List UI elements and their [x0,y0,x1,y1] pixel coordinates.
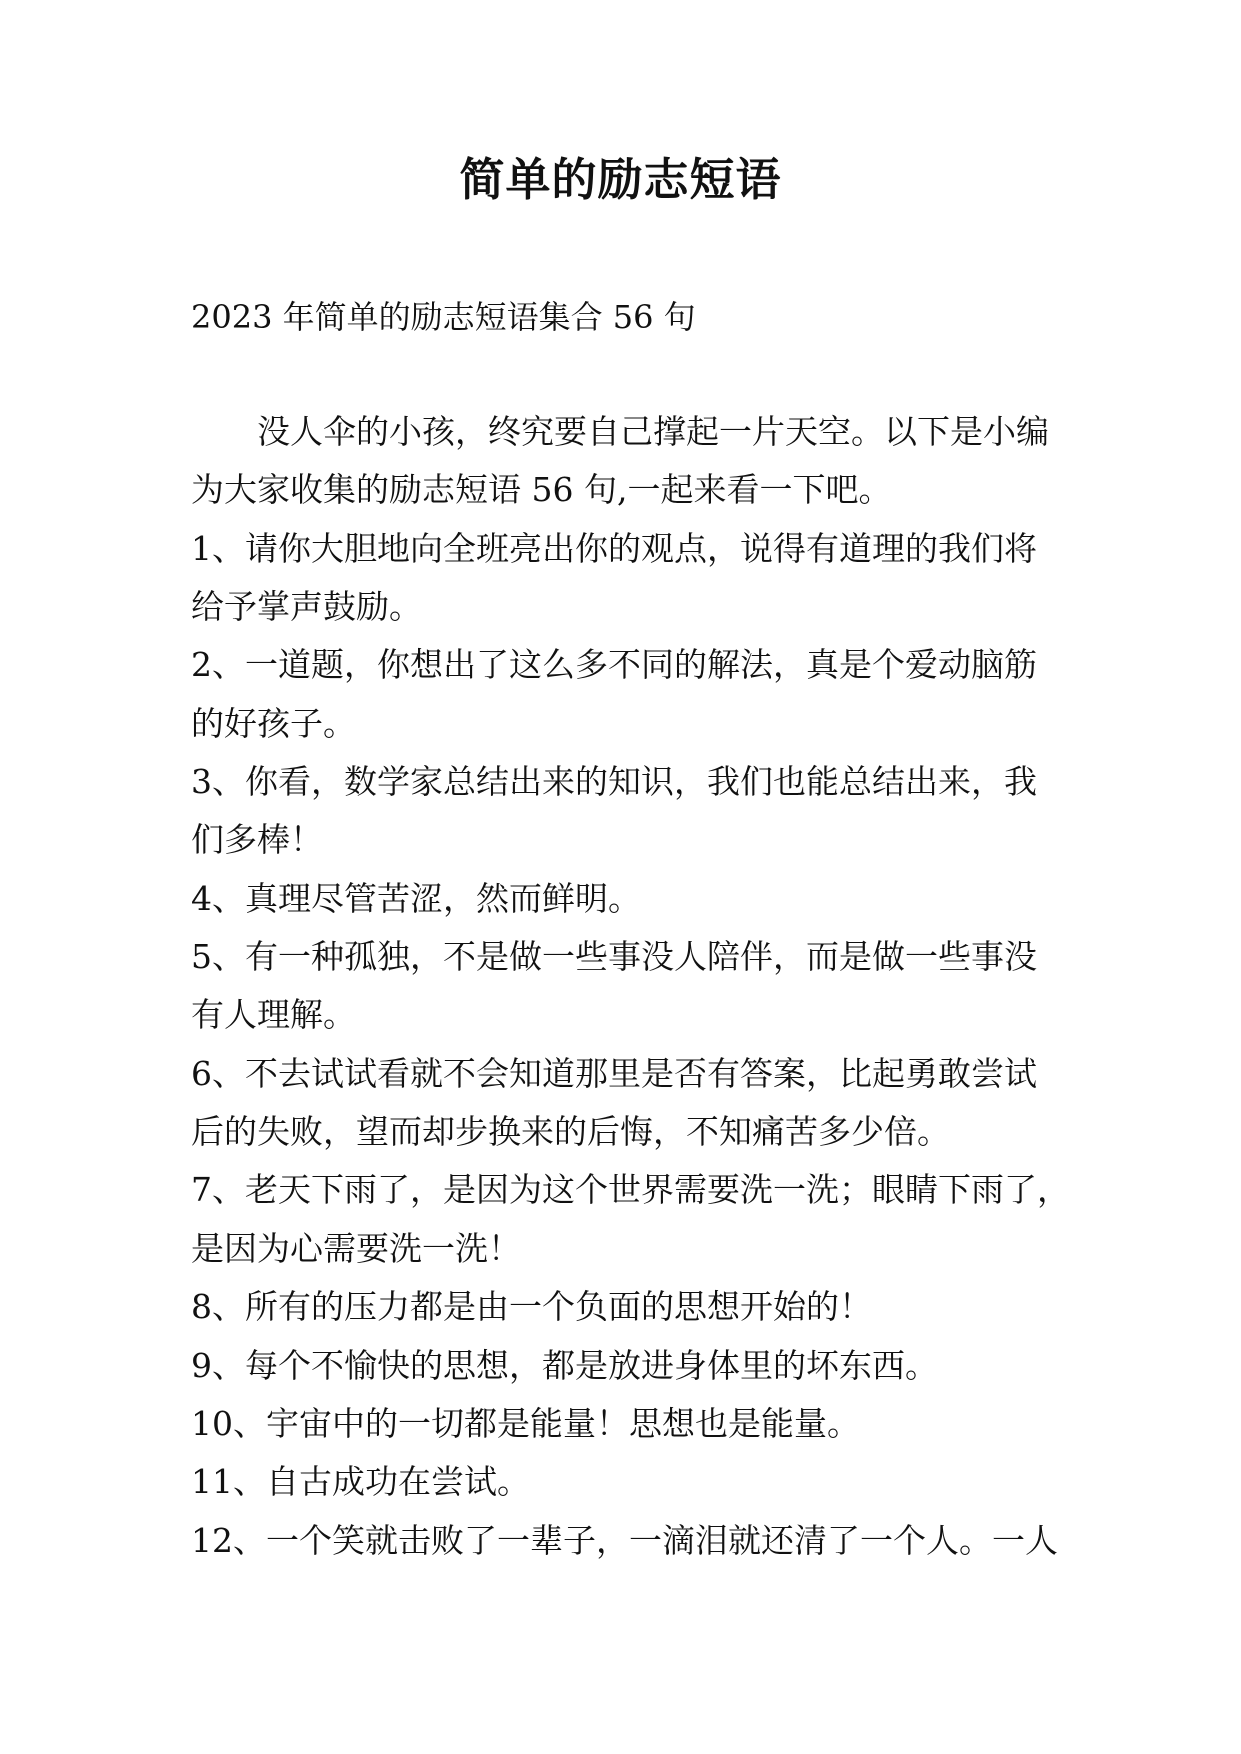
list-item-line: 3、你看，数学家总结出来的知识，我们也能总结出来，我 [191,762,1037,802]
intro-line: 没人伞的小孩，终究要自己撑起一片天空。以下是小编 [257,412,1049,451]
list-item-line: 8、所有的压力都是由一个负面的思想开始的！ [191,1287,872,1327]
list-item-line: 的好孩子。 [191,703,356,743]
list-item-line: 给予掌声鼓励。 [191,587,422,627]
list-item-line: 10、宇宙中的一切都是能量！思想也是能量。 [191,1403,860,1443]
list-item-line: 后的失败，望而却步换来的后悔，不知痛苦多少倍。 [191,1112,950,1152]
list-item-line: 11、自古成功在尝试。 [191,1462,530,1502]
list-item-line: 4、真理尽管苦涩，然而鲜明。 [191,878,641,918]
list-item-line: 2、一道题，你想出了这么多不同的解法，真是个爱动脑筋 [191,645,1037,685]
intro-line: 为大家收集的励志短语 56 句,一起来看一下吧。 [191,470,892,510]
list-item-line: 们多棒！ [191,820,323,860]
list-item-line: 6、不去试试看就不会知道那里是否有答案，比起勇敢尝试 [191,1053,1037,1093]
list-item-line: 5、有一种孤独，不是做一些事没人陪伴，而是做一些事没 [191,937,1037,977]
document-subtitle: 2023 年简单的励志短语集合 56 句 [191,298,696,336]
document-body [191,403,1091,1570]
list-item-line: 12、一个笑就击败了一辈子，一滴泪就还清了一个人。一人 [191,1520,1058,1560]
list-item-line: 有人理解。 [191,995,356,1035]
list-item-line: 是因为心需要洗一洗！ [191,1228,521,1268]
list-item-line: 1、请你大胆地向全班亮出你的观点，说得有道理的我们将 [191,528,1037,568]
document-title: 简单的励志短语 [459,153,782,206]
list-item-line: 9、每个不愉快的思想，都是放进身体里的坏东西。 [191,1345,938,1385]
list-item-line: 7、老天下雨了，是因为这个世界需要洗一洗；眼睛下雨了， [191,1170,1070,1210]
